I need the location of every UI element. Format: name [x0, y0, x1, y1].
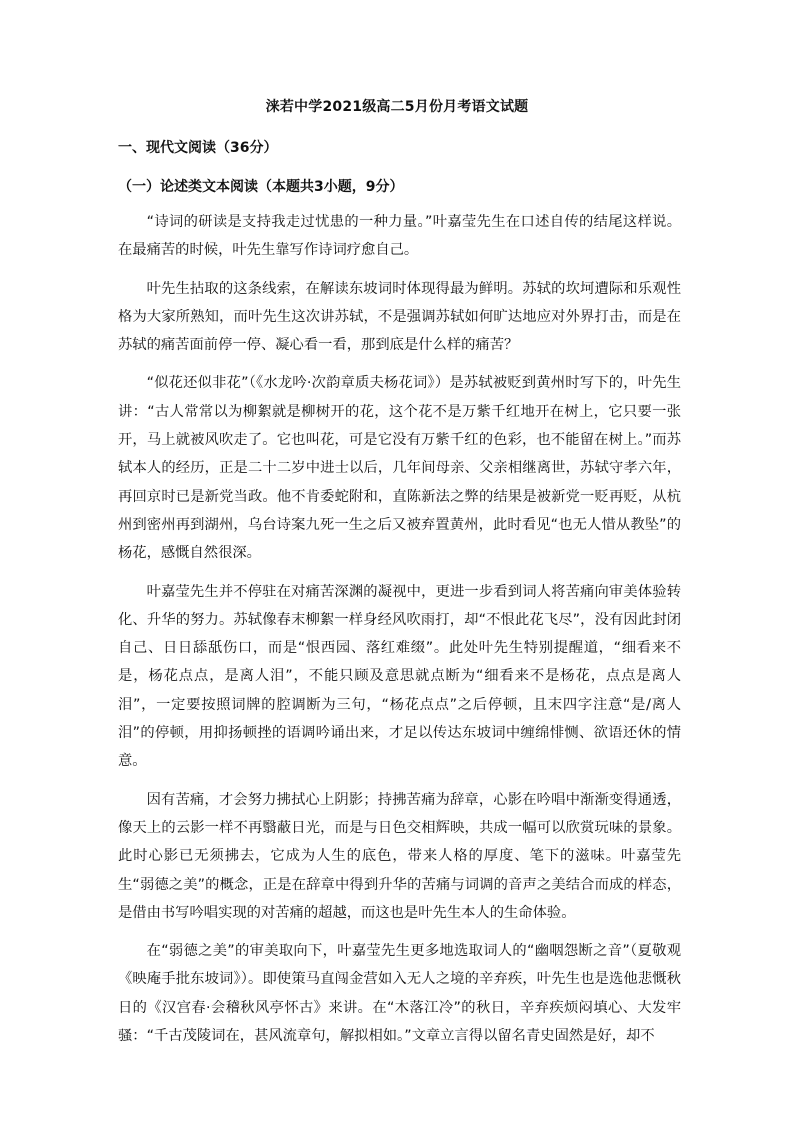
section-heading: 一、现代文阅读（36分）	[118, 140, 278, 156]
article-body	[118, 208, 681, 1060]
paragraph-4: 叶嘉莹先生并不停驻在对痛苦深渊的凝视中，更进一步看到词人将苦痛向审美体验转化、升华的努力。苏轼像春末柳絮一样身经风吹雨打，却“不恨此花飞尽”，没有因此封闭自己、日日舔舐伤口，而是“恨西园、落红难缀”。此处叶先生特别提醒道，“细看来不是，杨花点点，是离人泪”，不能只顾及意思就点断为“细看来不是杨花，点点是离人泪”，一定要按照词牌的腔调断为三句，“杨花点点”之后停顿，且末四字注意“是/离人泪”的停顿，用抑扬顿挫的语调吟诵出来，才足以传达东坡词中缠绵悱恻、欲语还休的情意。	[118, 583, 681, 770]
paragraph-2: 叶先生拈取的这条线索，在解读东坡词时体现得最为鲜明。苏轼的坎坷遭际和乐观性格为大家所熟知，而叶先生这次讲苏轼，不是强调苏轼如何旷达地应对外界打击，而是在苏轼的痛苦面前停一停、凝心看一看，那到底是什么样的痛苦？	[118, 280, 681, 354]
paragraph-5: 因有苦痛，才会努力拂拭心上阴影；持拂苦痛为辞章，心影在吟唱中渐渐变得通透，像天上的云影一样不再翳蔽日光，而是与日色交相辉映，共成一幅可以欣赏玩味的景象。此时心影已无须拂去，它成为人生的底色，带来人格的厚度、笔下的滋味。叶嘉莹先生“弱德之美”的概念，正是在辞章中得到升华的苦痛与词调的音声之美结合而成的样态，是借由书写吟唱实现的对苦痛的超越，而这也是叶先生本人的生命体验。	[118, 791, 681, 921]
subsection-heading: （一）论述类文本阅读（本题共3小题，9分）	[118, 179, 404, 195]
exam-title: 涞若中学2021级高二5月份月考语文试题	[265, 99, 529, 115]
paragraph-6: 在“弱德之美”的审美取向下，叶嘉莹先生更多地选取词人的“幽咽怨断之音”（夏敬观《映庵手批东坡词》）。即使策马直闯金营如入无人之境的辛弃疾，叶先生也是选他悲慨秋日的《汉宫春·会稽秋风亭怀古》来讲。在“木落江冷”的秋日，辛弃疾烦闷填心、大发牢骚：“千古茂陵词在，甚风流章句，解拟相如。”文章立言得以留名青史固然是好，却不	[118, 943, 681, 1045]
paragraph-3: “似花还似非花”（《水龙吟·次韵章质夫杨花词》）是苏轼被贬到黄州时写下的，叶先生讲：“古人常常以为柳絮就是柳树开的花，这个花不是万紫千红地开在树上，它只要一张开，马上就被风吹走了。它也叫花，可是它没有万紫千红的色彩，也不能留在树上。”而苏轼本人的经历，正是二十二岁中进士以后，几年间母亲、父亲相继离世，苏轼守孝六年，再回京时已是新党当政。他不肯委蛇附和，直陈新法之弊的结果是被新党一贬再贬，从杭州到密州再到湖州，乌台诗案九死一生之后又被弃置黄州，此时看见“也无人惜从教坠”的杨花，感慨自然很深。	[118, 375, 681, 562]
paragraph-1: “诗词的研读是支持我走过忧患的一种力量。”叶嘉莹先生在口述自传的结尾这样说。在最痛苦的时候，叶先生靠写作诗词疗愈自己。	[118, 214, 681, 259]
